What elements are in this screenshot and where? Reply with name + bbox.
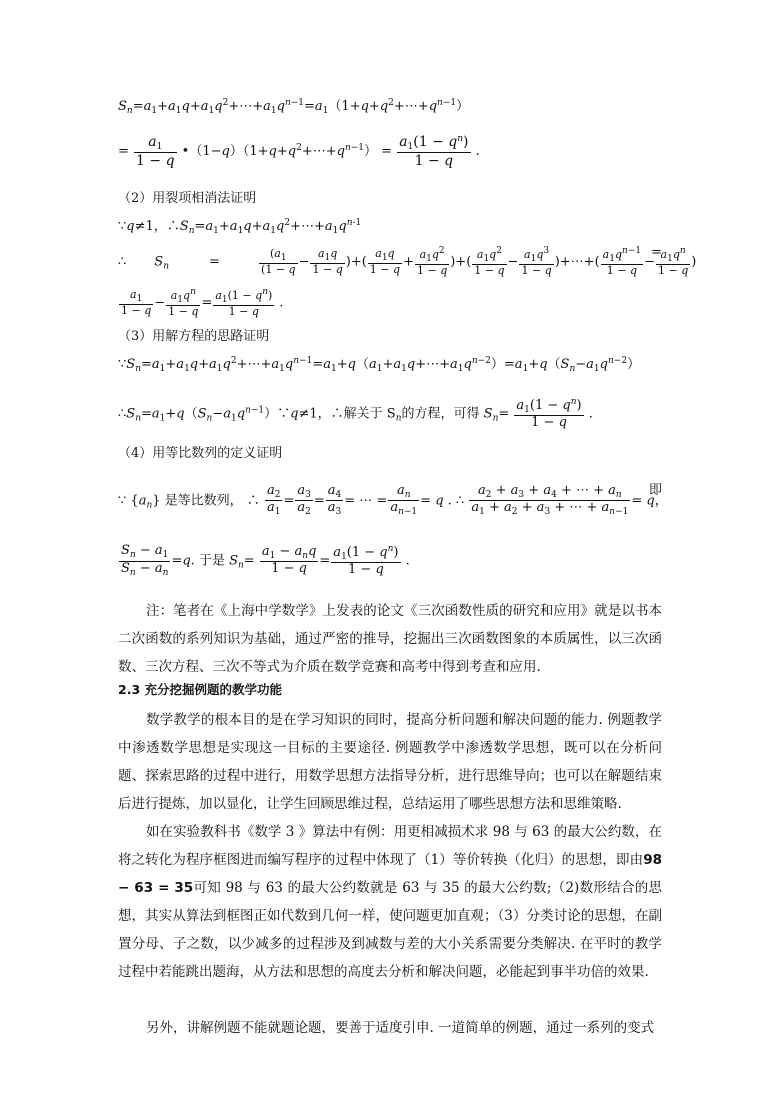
- formula-geometric-def: ∵ $\{a_n\}$ 是等比数列， ∴ $\frac{a_2}{a_1}$ = $\frac{a_3}{a_2}$ = $\frac{a_4}{a_3}$ = ⋯ = $\frac{a_n}{a_{n-1}}$ = q . ∴ $\frac{a_2 + a_3 + a_4 + \cdots + a_n}{a_1 + a_2 + a_3 + \cdots + a_{n-1}}$ = q， 即: [118, 483, 668, 518]
- proof-label-4: （4）用等比数列的定义证明: [118, 446, 283, 461]
- formula-equation-2: $\therefore S_n=a_1+q(S_n-a_1q^{n-1})\because q\ne 1$，∴解关于 $S_n$的方程，可得 $S_n=$ $\frac{a_1(1 - q^n)}{1 - q}$ .: [118, 397, 593, 431]
- paragraph-extension: 另外，讲解例题不能就题论题，要善于适度引申. 一道简单的例题，通过一系列的变式: [146, 1020, 655, 1036]
- formula-98-63: 98 − 63 = 35: [118, 852, 662, 896]
- section-heading: 2.3 充分挖掘例题的教学功能: [118, 682, 282, 697]
- proof-label-3: （3）用解方程的思路证明: [118, 329, 270, 344]
- paragraph-teaching-goal: 数学教学的根本目的是在学习知识的同时，提高分析问题和解决问题的能力. 例题教学中渗透数学思想是实现这一目标的主要途径. 例题教学中渗透数学思想，既可以在分析问题、探索思路的过程中进行，用数学思想方法指导分析，进行思维导向；也可以在解题结束后进行提炼，加以显化，让学生回顾思维过程，总结运用了哪些思想方法和思维策略.: [118, 712, 662, 812]
- formula-sn-result-1: = $\frac{a_1}{1 - q}$ $•(1-q)(1+q+q^2+\cdots+q^{n-1})$ = $\frac{a_1(1 - q^n)}{1 - q}$ .: [118, 134, 480, 170]
- formula-equation-1: $\because S_n=a_1+a_1q+a_1q^2+\cdots+a_1q^{n-1}=a_1+q(a_1+a_1q+\cdots+a_1q^{n-2})=a_1+q(S_n-a_1q^{n-2})$: [118, 356, 641, 374]
- formula-geometric-result: $\frac{S_n - a_1}{S_n - a_n}$ =q. 于是 $S_n=$ $a_1 - a_nq$ 1 − q = $\frac{a_1(1 - q^n)}{1 - q}$ .: [121, 543, 410, 578]
- formula-because-q: ∵q≠1，$\therefore S_n=a_1+a_1q+a_1q^2+\cdots+a_1q^{n-1}$: [118, 218, 362, 236]
- formula-telescoping: ∴ $S_n$ = $\frac{(a_1}{(1 - q}$ − $\frac{a_1q}{1 - q}$ )+( $\frac{a_1q}{1 - q}$ + $\frac{a_1q^2}{1 - q}$ )+( $\frac{a_1q^2}{1 - q}$ − $\frac{a_1q^3}{1 - q}$ )+⋯+( $\frac{a_1q^{n-1}}{1 - q}$ − $\frac{a_1q^n}{1 - q}$ ) =: [118, 245, 697, 278]
- proof-label-2: （2）用裂项相消法证明: [118, 191, 257, 206]
- formula-sn-expansion: $S_n=a_1+a_1q+a_1q^2+\cdots+a_1q^{n-1}=a_1(1+q+q^2+\cdots+q^{n-1})$: [118, 98, 470, 116]
- formula-telescoping-result: $\frac{a_1}{1 - q}$ − $\frac{a_1q^n}{1 - q}$ = $\frac{a_1(1 - q^n)}{1 - q}$ .: [121, 287, 284, 319]
- paragraph-example: [118, 818, 662, 986]
- paragraph-example-part1: 如在实验教科书《数学 3 》算法中有例：用更相减损术求 98 与 63 的最大公约数，在将之转化为程序框图进而编写程序的过程中体现了（1）等价转换（化归）的思想，即由: [118, 824, 662, 868]
- note-paragraph: 注：笔者在《上海中学数学》上发表的论文《三次函数性质的研究和应用》就是以书本二次函数的系列知识为基础，通过严密的推导，挖掘出三次函数图象的本质属性，以三次函数、三次方程、三次不等式为介质在数学竞赛和高考中得到考查和应用.: [118, 603, 662, 675]
- paragraph-example-part2: 可知 98 与 63 的最大公约数就是 63 与 35 的最大公约数;（2)数形结合的思想，其实从算法到框图正如代数到几何一样，使问题更加直观；（3）分类讨论的思想，在副置分母、子之数，以少减多的过程涉及到减数与差的大小关系需要分类解决. 在平时的教学过程中若能跳出题海，从方法和思想的高度去分析和解决问题，必能起到事半功倍的效果.: [118, 880, 663, 980]
